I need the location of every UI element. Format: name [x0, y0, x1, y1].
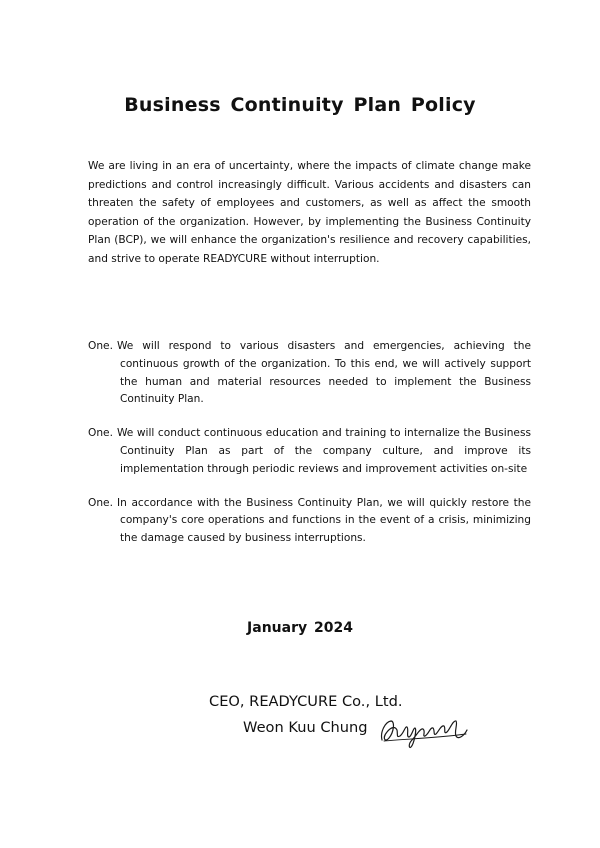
intro-paragraph: We are living in an era of uncertainty, where the impacts of climate change make predictions and control increasingly difficult. Various accidents and disasters can threaten the safety of employees and customers, as well as affect the smooth operation of the organization. However, by implementing the Business Continuity Plan (BCP), we will enhance the organization's resilience and recovery capabilities, and strive to operate READYCURE without interruption. [88, 160, 531, 265]
commitment-lead: One. [88, 340, 113, 352]
signature-icon [376, 710, 472, 750]
ceo-name: Weon Kuu Chung [243, 719, 368, 736]
commitment-item [88, 425, 531, 478]
commitment-lead: One. [88, 496, 113, 509]
company-line: CEO, READYCURE Co., Ltd. [209, 693, 403, 710]
commitment-item [88, 338, 531, 409]
commitment-lead: One. [88, 427, 113, 440]
commitment-list [88, 338, 531, 564]
commitment-item [88, 495, 531, 548]
commitment-text: In accordance with the Business Continuity Plan, we will quickly restore the company's core operations and functions in the event of a crisis, minimizing the damage caused by business interruptions. [116, 496, 531, 545]
policy-title: Business Continuity Plan Policy [124, 94, 476, 116]
commitment-text: We will conduct continuous education and training to internalize the Business Continuity Plan as part of the company culture, and improve its implementation through periodic reviews and improvement activities on-site [116, 427, 531, 475]
commitment-text: We will respond to various disasters and emergencies, achieving the continuous growth of the organization. To this end, we will actively support the human and material resources needed to implement the Business Continuity Plan. [116, 340, 531, 406]
policy-date: January 2024 [247, 620, 353, 636]
